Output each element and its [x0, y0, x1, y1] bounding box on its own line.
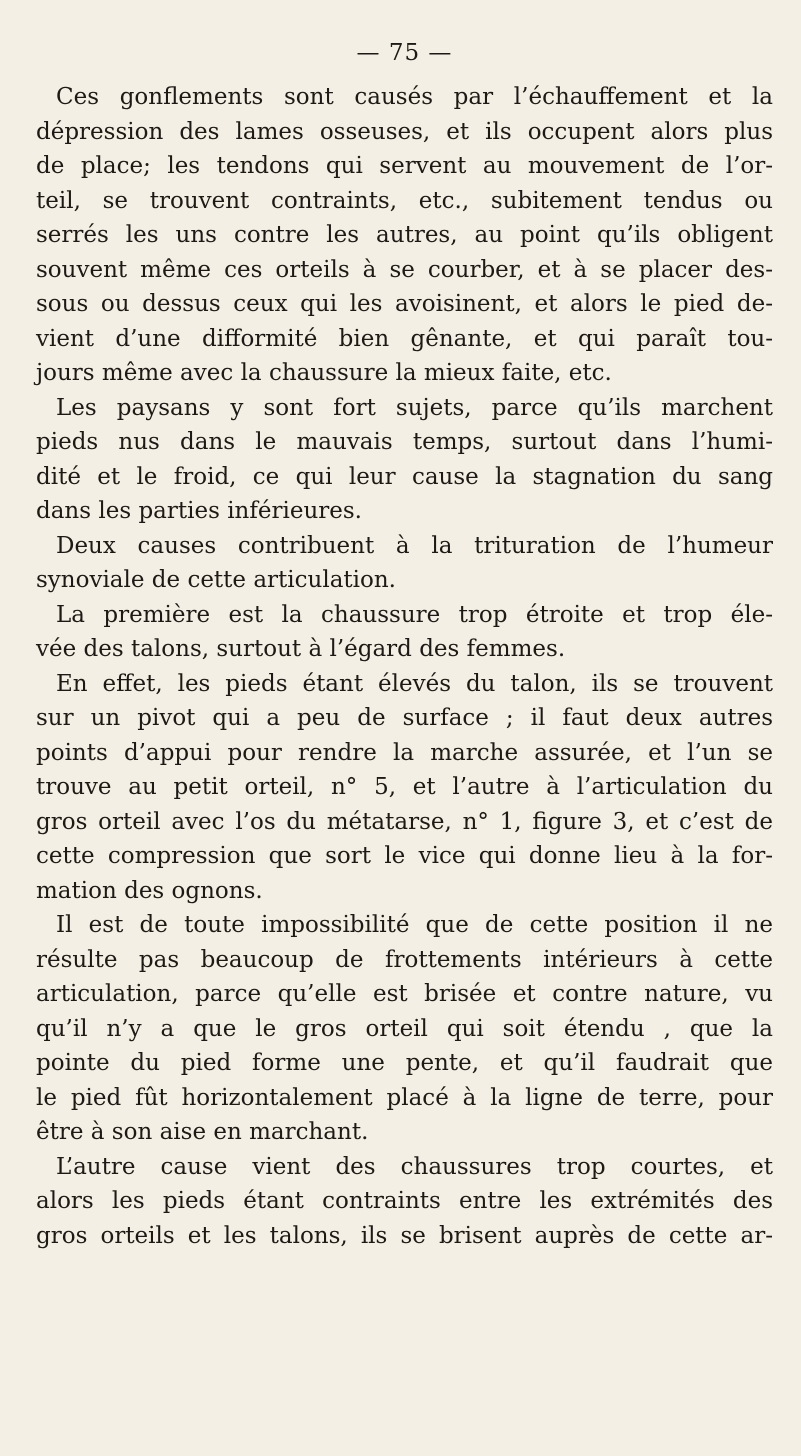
- text-line: Les paysans y sont fort sujets, parce qu’ils marchent: [56, 394, 773, 421]
- text-line: mation des ognons.: [36, 877, 263, 904]
- text-line: L’autre cause vient des chaussures trop courtes, et: [56, 1153, 773, 1180]
- text-line: être à son aise en marchant.: [36, 1119, 369, 1145]
- text-line: sous ou dessus ceux qui les avoisinent, et alors le pied de-: [36, 291, 773, 317]
- body-text: [36, 80, 773, 1253]
- text-line: de place; les tendons qui servent au mouvement de l’or-: [36, 153, 773, 179]
- text-line: synoviale de cette articulation.: [36, 567, 396, 593]
- text-line: serrés les uns contre les autres, au point qu’ils obligent: [36, 222, 773, 248]
- text-line: dité et le froid, ce qui leur cause la stagnation du sang: [36, 463, 773, 490]
- text-line: La première est la chaussure trop étroite et trop éle-: [56, 601, 773, 628]
- text-line: dans les parties inférieures.: [36, 498, 362, 524]
- text-line: qu’il n’y a que le gros orteil qui soit étendu , que la: [36, 1015, 773, 1042]
- text-line: cette compression que sort le vice qui donne lieu à la for-: [36, 843, 773, 869]
- text-line: Deux causes contribuent à la trituration de l’humeur: [56, 532, 773, 559]
- text-line: trouve au petit orteil, n° 5, et l’autre à l’articulation du: [36, 774, 773, 800]
- text-line: gros orteils et les talons, ils se brisent auprès de cette ar-: [36, 1222, 773, 1249]
- text-line: pieds nus dans le mauvais temps, surtout dans l’humi-: [36, 429, 773, 455]
- text-line: Il est de toute impossibilité que de cette position il ne: [56, 912, 773, 938]
- text-line: En effet, les pieds étant élevés du talon, ils se trouvent: [56, 670, 773, 697]
- text-line: jours même avec la chaussure la mieux faite, etc.: [36, 360, 612, 386]
- text-line: souvent même ces orteils à se courber, et à se placer des-: [36, 256, 773, 283]
- text-line: articulation, parce qu’elle est brisée et contre nature, vu: [36, 981, 773, 1007]
- text-line: pointe du pied forme une pente, et qu’il faudrait que: [36, 1050, 773, 1076]
- text-line: vient d’une difformité bien gênante, et qui paraît tou-: [36, 325, 773, 352]
- page-number: — 75 —: [356, 40, 453, 66]
- text-line: le pied fût horizontalement placé à la ligne de terre, pour: [36, 1084, 773, 1111]
- text-line: dépression des lames osseuses, et ils occupent alors plus: [36, 118, 773, 145]
- text-line: alors les pieds étant contraints entre les extrémités des: [36, 1188, 773, 1214]
- text-line: vée des talons, surtout à l’égard des femmes.: [36, 636, 566, 662]
- text-line: gros orteil avec l’os du métatarse, n° 1, figure 3, et c’est de: [36, 808, 773, 835]
- text-line: sur un pivot qui a peu de surface ; il faut deux autres: [36, 705, 773, 731]
- text-line: Ces gonflements sont causés par l’échauffement et la: [56, 84, 773, 110]
- text-line: points d’appui pour rendre la marche assurée, et l’un se: [36, 739, 773, 766]
- text-line: résulte pas beaucoup de frottements intérieurs à cette: [36, 946, 773, 973]
- text-line: teil, se trouvent contraints, etc., subitement tendus ou: [36, 187, 773, 214]
